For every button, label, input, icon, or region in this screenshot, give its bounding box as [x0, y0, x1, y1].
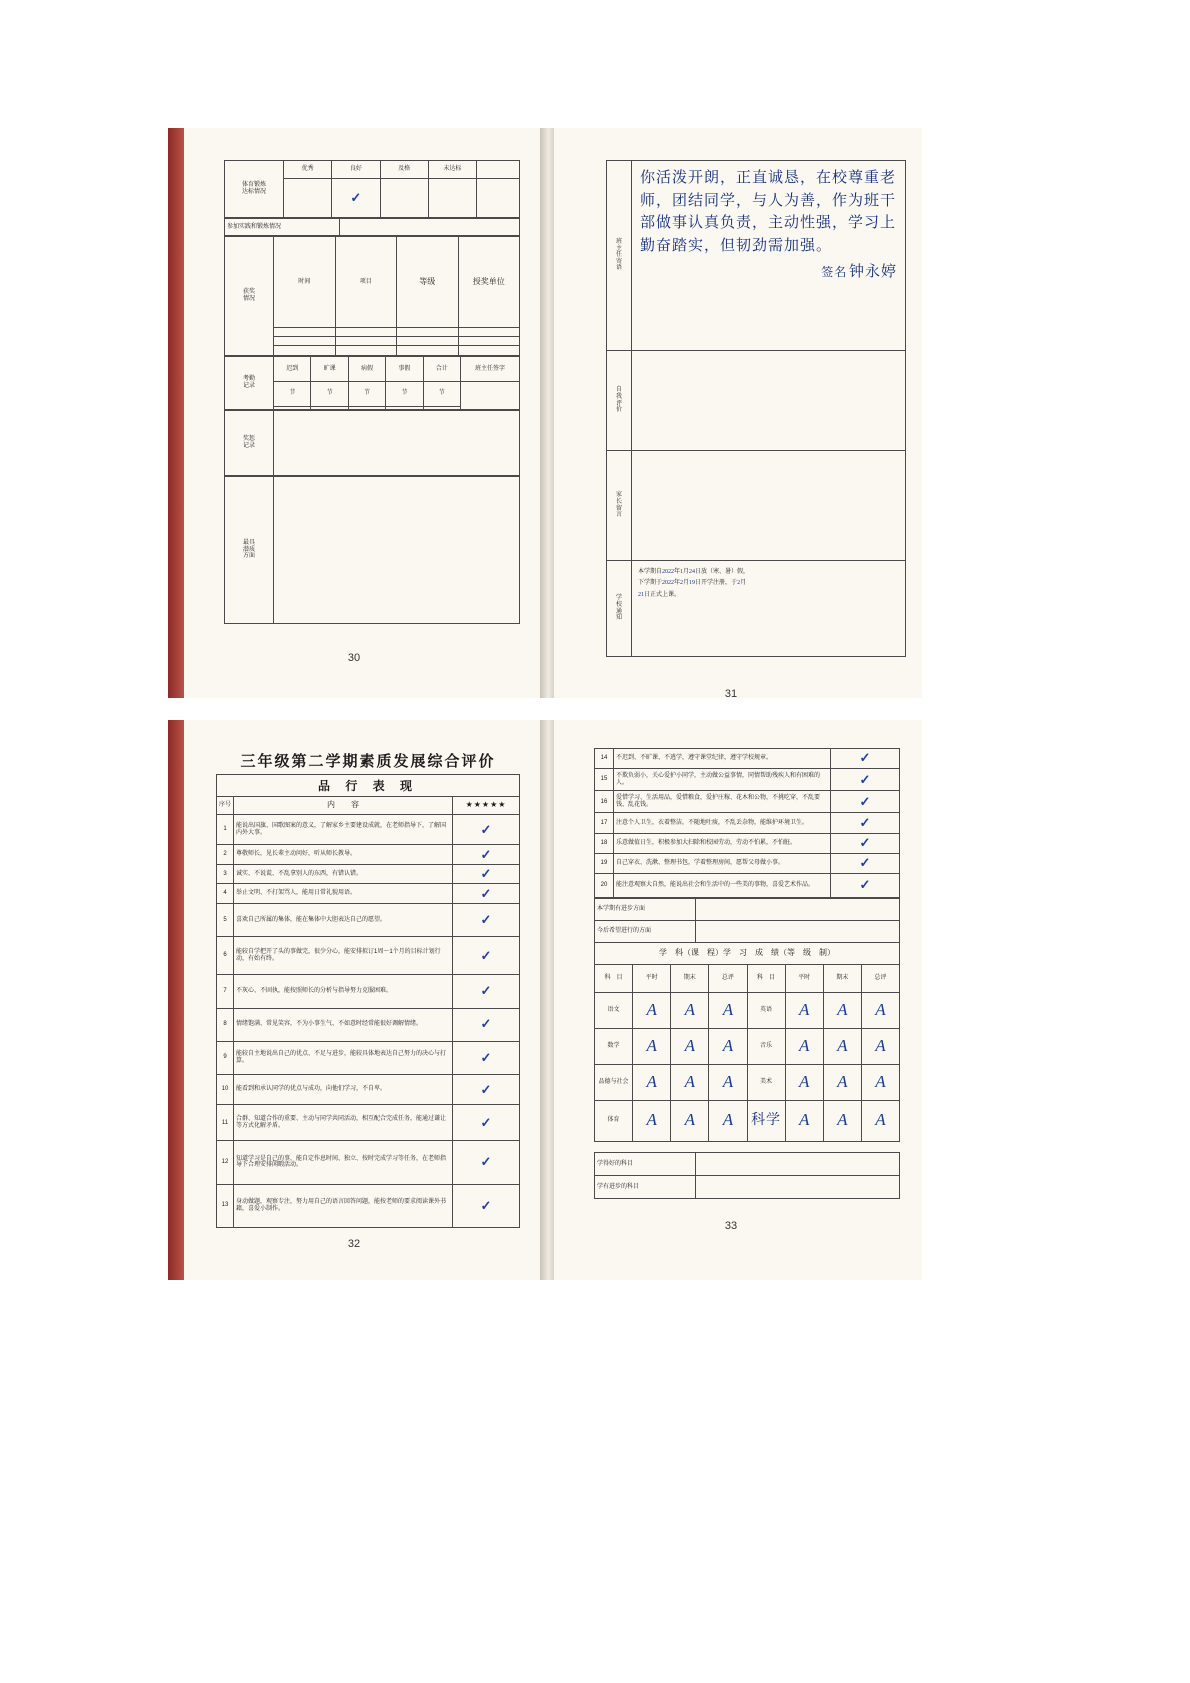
behavior-row — [217, 903, 520, 936]
row-index: 4 — [217, 884, 234, 904]
award-header-item: 项目 — [335, 237, 397, 328]
label-char: 学 — [615, 595, 622, 602]
award-header-time: 时间 — [274, 237, 336, 328]
school-notice-label — [607, 561, 632, 657]
header-index: 序号 — [217, 797, 234, 815]
attendance-header-personal: 事假 — [386, 357, 423, 382]
behavior-row — [217, 864, 520, 884]
row-index: 20 — [595, 873, 614, 897]
award-label-line1: 获奖 — [242, 289, 255, 296]
row-index: 3 — [217, 864, 234, 884]
row-index: 12 — [217, 1141, 234, 1184]
hope-label: 今后希望进行的方面 — [595, 921, 696, 943]
award-header-level: 等级 — [397, 237, 459, 328]
improve-subject-label: 学有进步的科目 — [595, 1176, 696, 1199]
reward-label-line2: 记录 — [242, 443, 255, 449]
attendance-label-line2: 记录 — [242, 383, 255, 389]
grade: A — [671, 1028, 709, 1064]
behavior-row — [217, 1141, 520, 1184]
subject-right: 英语 — [747, 992, 785, 1028]
row-check: ✓ — [453, 884, 520, 904]
sports-label-line2: 达标情况 — [241, 189, 266, 195]
award-header-org: 授奖单位 — [458, 237, 520, 328]
row-check: ✓ — [831, 853, 900, 873]
behavior-row — [217, 1184, 520, 1227]
grade: A — [861, 992, 899, 1028]
potential-value — [274, 477, 520, 624]
scan-photo-page-31 — [540, 128, 922, 698]
row-text: 合群、知道合作的重要、主动与同学共同活动，相互配合完成任务，能通过谦让等方式化解矛盾。 — [234, 1105, 453, 1141]
notice-m2: 月 — [683, 580, 690, 587]
sports-level-2: 及格 — [380, 161, 428, 179]
subject-left: 语文 — [595, 992, 633, 1028]
attendance-table — [224, 356, 520, 410]
row-check: ✓ — [831, 769, 900, 791]
row-index: 11 — [217, 1105, 234, 1141]
scan-photo-page-30 — [168, 128, 540, 698]
attendance-unit: 节 — [386, 381, 423, 406]
behavior-table — [216, 796, 520, 1228]
row-text: 尊敬师长，见长辈主动问好，听从师长教导。 — [234, 845, 453, 865]
label-char: 寄 — [615, 258, 622, 265]
attendance-header-sign: 班主任签字 — [461, 357, 520, 382]
grade: A — [709, 992, 747, 1028]
attendance-unit: 节 — [274, 381, 311, 406]
row-index: 7 — [217, 975, 234, 1008]
scan-photo-page-32 — [168, 720, 540, 1280]
score-row — [595, 1100, 900, 1142]
attendance-header-late: 迟到 — [274, 357, 311, 382]
scan-photo-page-33 — [540, 720, 922, 1280]
notice-y2: 年 — [674, 580, 681, 587]
notice-tail-month: 2 — [737, 580, 741, 587]
row-text: 情绪饱满、常见笑容，不为小事生气、不如意时经常能很好调解情绪。 — [234, 1008, 453, 1041]
reward-record — [224, 410, 520, 476]
grade: A — [671, 992, 709, 1028]
row-text: 能较自学把开了头的事做完，很少分心，能安排拟订1周～1个月的目标计划行动，有始有终。 — [234, 937, 453, 975]
attendance-unit: 节 — [423, 381, 460, 406]
label-char: 留 — [615, 505, 622, 512]
score-header: 平时 — [633, 965, 671, 993]
progress-label: 本学期有进步方面 — [595, 899, 696, 921]
sports-level-3: 未达标 — [428, 161, 476, 179]
grade: A — [861, 1028, 899, 1064]
row-check: ✓ — [453, 1105, 520, 1141]
grade: A — [823, 1064, 861, 1100]
behavior-row — [217, 814, 520, 845]
grade: A — [709, 1100, 747, 1142]
row-index: 5 — [217, 903, 234, 936]
page-number-30: 30 — [347, 652, 361, 664]
header-content: 内 容 — [234, 797, 453, 815]
grade: A — [823, 1028, 861, 1064]
row-index: 9 — [217, 1041, 234, 1074]
row-index: 14 — [595, 749, 614, 769]
row-check: ✓ — [453, 1184, 520, 1227]
notice-line2-pre: 下学期于 — [638, 580, 663, 587]
score-header: 科 目 — [747, 965, 785, 993]
row-text: 能说出国旗、国歌图案的意义，了解家乡主要建设成就，在老师指导下，了解国内外大事。 — [234, 814, 453, 845]
score-header: 期末 — [823, 965, 861, 993]
grade: A — [633, 1028, 671, 1064]
page32-title: 三年级第二学期素质发展综合评价 — [240, 753, 496, 770]
notice-line1-post: 日放（寒、暑）假， — [695, 569, 750, 575]
practice-row — [224, 218, 520, 236]
page31-table — [606, 160, 906, 656]
row-text: 爱惜学习、生活用品，爱惜粮食，爱护庄稼、花木和公物，不挑吃穿，不乱要钱、乱花钱。 — [614, 791, 831, 813]
sports-table — [224, 160, 520, 218]
behavior-row — [217, 937, 520, 975]
grade: A — [785, 992, 823, 1028]
notice-m: 月 — [683, 569, 690, 575]
behavior-row — [595, 769, 900, 791]
parent-note-text — [632, 451, 906, 561]
label-char: 主 — [615, 245, 622, 252]
grade: A — [861, 1100, 899, 1142]
attendance-header-total: 合计 — [423, 357, 460, 382]
grade: A — [785, 1064, 823, 1100]
grade: A — [709, 1064, 747, 1100]
label-char: 班 — [615, 239, 622, 246]
row-index: 15 — [595, 769, 614, 791]
subject-left: 体育 — [595, 1100, 633, 1142]
notice-day: 24 — [689, 569, 696, 575]
row-text: 乐意做值日生，积极参加大扫除和校园劳动，劳动不怕累，不怕脏。 — [614, 833, 831, 853]
row-check: ✓ — [831, 749, 900, 769]
notice-year: 2022 — [662, 569, 675, 575]
attendance-header-truancy: 旷课 — [311, 357, 348, 382]
behavior-row — [217, 1041, 520, 1074]
best-subject-value — [696, 1153, 900, 1176]
reward-label-line1: 奖惩 — [242, 436, 255, 443]
row-index: 18 — [595, 833, 614, 853]
row-text: 不迟到、不旷课、不逃学，遵守课堂纪律，遵守学校规章。 — [614, 749, 831, 769]
row-text: 注意个人卫生，衣着整洁，不随地吐痰，不乱丢杂物，能维护环境卫生。 — [614, 813, 831, 833]
notice-month: 1 — [680, 569, 684, 575]
score-header: 科 目 — [595, 965, 633, 993]
score-row — [595, 1028, 900, 1064]
row-check: ✓ — [831, 833, 900, 853]
row-check: ✓ — [453, 1008, 520, 1041]
page-number-32: 32 — [347, 1238, 361, 1250]
row-check: ✓ — [453, 975, 520, 1008]
row-text: 能看到和承认同学的优点与成功，向他们学习，不自卑。 — [234, 1074, 453, 1105]
notice-tail-m: 月 — [740, 580, 747, 587]
row-check: ✓ — [453, 845, 520, 865]
notice-line3-day: 21 — [638, 591, 644, 598]
score-row — [595, 992, 900, 1028]
row-check: ✓ — [453, 864, 520, 884]
attendance-header-sick: 病假 — [348, 357, 385, 382]
grade: A — [709, 1028, 747, 1064]
row-text: 自己穿衣、洗漱、整理书包，学着整理房间，愿帮父母做小事。 — [614, 853, 831, 873]
book-spine — [540, 720, 554, 1280]
sports-check-mark: ✓ — [332, 178, 380, 217]
summary-section — [594, 1152, 900, 1198]
row-index: 2 — [217, 845, 234, 865]
potential-block — [224, 476, 520, 624]
grade: A — [633, 992, 671, 1028]
reward-value — [274, 411, 520, 476]
row-text: 不灰心、不固执，能按照师长的分析与指导努力克服困难。 — [234, 975, 453, 1008]
grade: A — [671, 1064, 709, 1100]
parent-note-label — [607, 451, 632, 561]
row-check: ✓ — [453, 937, 520, 975]
attendance-unit: 节 — [311, 381, 348, 406]
label-char: 言 — [615, 512, 622, 519]
label-char: 语 — [615, 265, 622, 272]
notice-year2: 2022 — [662, 580, 675, 587]
row-index: 8 — [217, 1008, 234, 1041]
book-red-edge — [168, 720, 184, 1280]
label-char: 我 — [615, 393, 622, 400]
grade: A — [823, 1100, 861, 1142]
row-check: ✓ — [831, 791, 900, 813]
grade: A — [823, 992, 861, 1028]
row-text: 身动做题，观察专注，努力用自己的语言回答问题，能按老师的要求阅读课外书籍，喜爱小制作。 — [234, 1184, 453, 1227]
subject-right: 美术 — [747, 1064, 785, 1100]
score-header: 总评 — [861, 965, 899, 993]
notice-y: 年 — [674, 569, 681, 575]
sign-value: 钟永婷 — [848, 264, 897, 280]
row-index: 17 — [595, 813, 614, 833]
award-label-line2: 情况 — [242, 296, 255, 302]
grade: A — [633, 1100, 671, 1142]
row-check: ✓ — [831, 813, 900, 833]
notice-line2-post: 日开学注册，于 — [695, 580, 738, 587]
row-text: 能注意观察大自然，能说出社会和生活中的一些美的事物，喜爱艺术作品。 — [614, 873, 831, 897]
attendance-unit: 节 — [348, 381, 385, 406]
behavior-subtitle: 品 行 表 现 — [216, 774, 520, 797]
grade: A — [671, 1100, 709, 1142]
row-index: 16 — [595, 791, 614, 813]
label-char: 任 — [615, 252, 622, 259]
behavior-row — [217, 1105, 520, 1141]
notice-day2: 19 — [689, 580, 696, 587]
subject-left: 数学 — [595, 1028, 633, 1064]
row-check: ✓ — [453, 1141, 520, 1184]
best-subject-label: 学得好的科目 — [595, 1153, 696, 1176]
page-number-33: 33 — [724, 1220, 738, 1232]
row-check: ✓ — [831, 873, 900, 897]
score-header: 期末 — [671, 965, 709, 993]
potential-label-line3: 方面 — [242, 553, 255, 560]
row-index: 6 — [217, 937, 234, 975]
book-spine — [540, 128, 554, 698]
self-eval-label — [607, 351, 632, 451]
behavior-row — [595, 833, 900, 853]
behavior-table-continued — [594, 748, 900, 898]
score-header: 总评 — [709, 965, 747, 993]
grade: A — [633, 1064, 671, 1100]
scores-title: 学 科（课 程）学 习 成 绩（等 级 制） — [595, 943, 900, 965]
row-check: ✓ — [453, 814, 520, 845]
book-red-edge — [168, 128, 184, 698]
row-text: 举止文明、不打架骂人，能用日常礼貌用语。 — [234, 884, 453, 904]
row-check: ✓ — [453, 903, 520, 936]
behavior-row — [217, 1074, 520, 1105]
sports-level-0: 优秀 — [284, 161, 332, 179]
row-index: 10 — [217, 1074, 234, 1105]
row-text: 诚实、不说谎、不乱拿别人的东西，有错认错。 — [234, 864, 453, 884]
label-char: 评 — [615, 400, 622, 407]
label-char: 家 — [615, 492, 622, 499]
row-text: 不欺负弱小，关心爱护小同学，主动做公益事情，同情帮助残疾人和有困难的人。 — [614, 769, 831, 791]
progress-value — [696, 899, 900, 921]
label-char: 校 — [615, 601, 622, 608]
sports-label-line1: 体育锻炼 — [241, 182, 266, 189]
grade: A — [785, 1100, 823, 1142]
behavior-row — [217, 1008, 520, 1041]
row-text: 能较自主地说出自己的优点、不足与进步，能较具体地表达自己努力的决心与打算。 — [234, 1041, 453, 1074]
behavior-row — [217, 845, 520, 865]
row-check: ✓ — [453, 1041, 520, 1074]
improve-subject-value — [696, 1176, 900, 1199]
grade: A — [785, 1028, 823, 1064]
header-stars: ★★★★★ — [453, 797, 520, 815]
sign-label: 签名 — [821, 265, 848, 279]
score-header: 平时 — [785, 965, 823, 993]
teacher-comment-label — [607, 161, 632, 351]
self-eval-text — [632, 351, 906, 451]
behavior-row — [595, 853, 900, 873]
behavior-row — [217, 884, 520, 904]
row-check: ✓ — [453, 1074, 520, 1105]
row-text: 喜欢自己所属的集体，能在集体中大胆表达自己的愿望。 — [234, 903, 453, 936]
sports-level-1: 良好 — [332, 161, 380, 179]
notice-month2: 2 — [680, 580, 684, 587]
grade: A — [861, 1064, 899, 1100]
behavior-row — [217, 975, 520, 1008]
row-index: 13 — [217, 1184, 234, 1227]
page-number-31: 31 — [724, 688, 738, 698]
subject-left: 品德与社会 — [595, 1064, 633, 1100]
label-char: 知 — [615, 615, 622, 622]
row-index: 1 — [217, 814, 234, 845]
behavior-row — [595, 813, 900, 833]
subject-right: 音乐 — [747, 1028, 785, 1064]
attendance-label-line1: 考勤 — [242, 376, 255, 383]
progress-section — [594, 898, 900, 942]
subject-right: 科学 — [747, 1100, 785, 1142]
notice-line3-post: 日正式上课。 — [644, 591, 681, 598]
behavior-row — [595, 791, 900, 813]
row-index: 19 — [595, 853, 614, 873]
score-row — [595, 1064, 900, 1100]
practice-label: 参加实践和锻炼情况 — [225, 219, 340, 236]
label-char: 通 — [615, 608, 622, 615]
notice-line1-pre: 本学期自 — [638, 569, 663, 575]
behavior-row — [595, 749, 900, 769]
hope-value — [696, 921, 900, 943]
potential-label-line2: 潜质 — [242, 546, 255, 553]
behavior-row — [595, 873, 900, 897]
label-char: 价 — [615, 407, 622, 414]
potential-label-line1: 最具 — [242, 540, 255, 547]
label-char: 长 — [615, 498, 622, 505]
teacher-comment-text: 你活泼开朗，正直诚恳，在校尊重老师，团结同学，与人为善，作为班干部做事认真负责，主动性强，学习上勤奋踏实，但韧劲需加强。 — [640, 170, 897, 254]
label-char: 自 — [615, 387, 622, 394]
scores-table — [594, 942, 900, 1142]
award-table — [224, 236, 520, 356]
row-text: 知道学习是自己的事，能自定作息时间、独立、按时完成学习等任务，在老师指导下合理安排闲暇活动。 — [234, 1141, 453, 1184]
